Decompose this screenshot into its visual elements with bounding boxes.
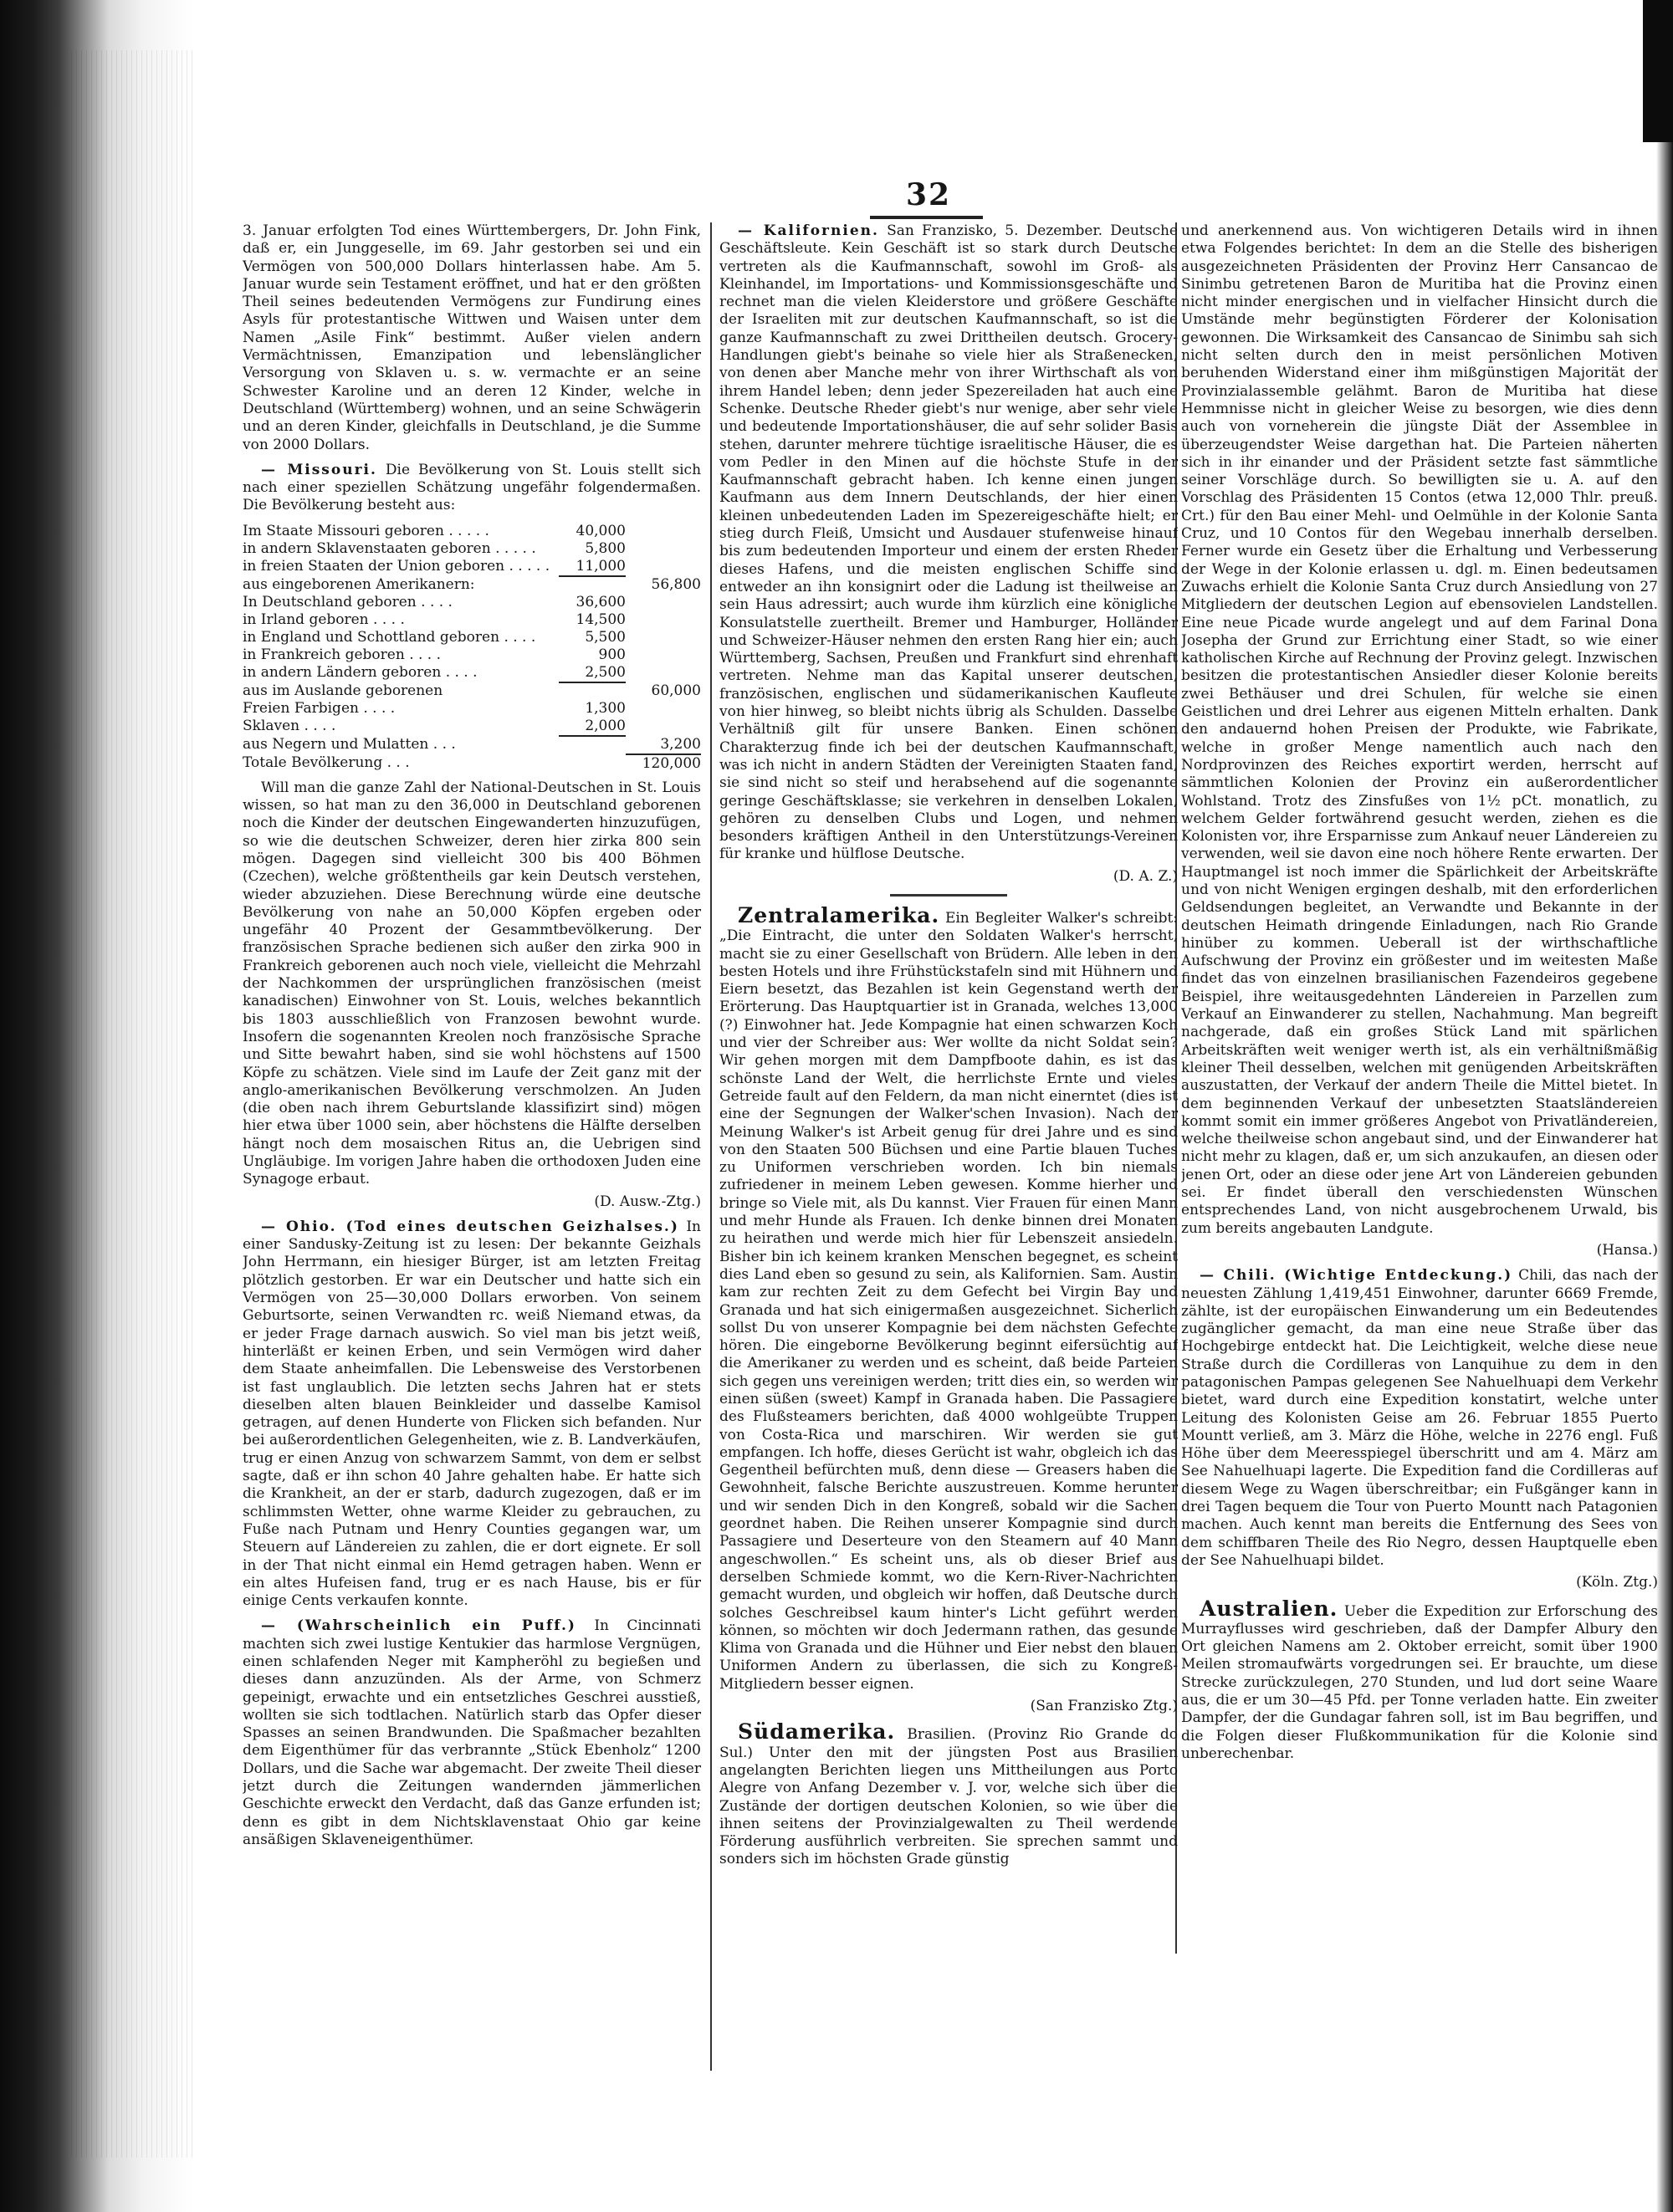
ohio-text: In einer Sandusky-Zeitung ist zu lesen: Der bekannte Geizhals John Herrmann, ein hiesiger Bürger, ist am letzten Freitag plötzlich gestorben. Er war ein Deutscher und hatte sich ein Vermögen von 25—30,000 Dollars erworben. Von seinem Geburtsorte, seinen Verwandten rc. weiß Niemand etwas, da er jeder Frage darnach auswich. So viel man bis jetzt weiß, hinterläßt er keinen Erben, und sein Vermögen wird daher dem Staate anheimfallen. Die Lebensweise des Verstorbenen ist fast unglaublich. Die letzten sechs Jahren hat er stets dieselben alten blauen Beinkleider und dasselbe Kamisol getragen, auf denen Hunderte von Flicken sich befanden. Nur bei außerordentlichen Gelegenheiten, wie z. B. Landverkäufen, trug er einen Anzug von schwarzem Sammt, von dem er selbst sagte, daß er ihn schon 40 Jahre gehalten habe. Er hatte sich die Krankheit, an der er starb, dadurch zugezogen, daß er im schlimmsten Wetter, ohne warme Kleider zu gebrauchen, zu Fuße nach Putnam und Henry Counties gegangen war, um Steuern auf Ländereien zu zahlen, die er dort eignete. Er soll in der That nicht einmal ein Hemd getragen haben. Wenn er ein altes Hufeisen fand, trug er es nach Hause, bis er für einige Cents verkaufen konnte.: [243, 1218, 701, 1610]
table-subtotal-value: 3,200: [626, 736, 701, 754]
page-number: 32: [905, 177, 952, 212]
table-row: [243, 754, 701, 773]
page-stack-lines: [71, 50, 192, 2158]
table-total-label: Totale Bevölkerung . . .: [243, 754, 410, 771]
table-cell-value: 1,300: [585, 699, 626, 717]
table-cell-value: 2,500: [559, 664, 626, 682]
table-cell-value: 900: [598, 646, 626, 663]
australien-text: Ueber die Expedition zur Erforschung des Murrayflusses wird geschrieben, daß der Dampfer Albury den Ort gleichen Namens am 2. Oktober erreicht, somit über 1900 Meilen stromaufwärts vorgedrungen sei. Er brauchte, um diese Strecke zurückzulegen, 270 Stunden, und lud dort seine Waare aus, die er um 30—45 Pfd. per Tonne verladen hatte. Ein zweiter Dampfer, der die Gundagar fahren soll, ist im Bau begriffen, und die Folgen dieser Flußkommunikation für die Kolonie sind unberechenbar.: [1181, 1602, 1658, 1762]
kalifornien-article: [719, 222, 1178, 864]
puff-text: In Cincinnati machten sich zwei lustige Kentukier das harmlose Vergnügen, einen schlafenden Neger mit Kampheröhl zu begießen und dieses dann anzuzünden. Als der Arme, von Schmerz gepeinigt, erwachte und ein entsetzliches Geschrei ausstieß, wollten sie sich todtlachen. Natürlich starb das Opfer dieser Spasses an seinen Brandwunden. Die Spaßmacher bezahlten dem Eigenthümer für das verbrannte „Stück Ebenholz“ 1200 Dollars, und die Sache war abgemacht. Der zweite Theil dieser jetzt durch die Zeitungen wandernden jämmerlichen Geschichte erweckt den Verdacht, daß das Ganze erfunden ist; denn es gibt in dem Nichtsklavenstaat Ohio gar keine ansäßigen Sklaveneigenthümer.: [243, 1617, 701, 1848]
missouri-intro-text: Die Bevölkerung von St. Louis stellt sich nach einer speziellen Schätzung ungefähr folgendermaßen. Die Bevölkerung besteht aus:: [243, 461, 701, 514]
zentralamerika-headline: Zentralamerika.: [738, 902, 940, 927]
table-cell-label: in England und Schottland geboren . . . .: [243, 628, 536, 646]
table-subtotal-label: aus Negern und Mulatten . . .: [243, 735, 456, 753]
table-row: [243, 576, 701, 594]
missouri-article: [243, 462, 701, 515]
table-cell-label: Freien Farbigen . . . .: [243, 699, 396, 717]
page-number-rule: [870, 216, 983, 219]
table-row: [243, 682, 701, 700]
table-row: [243, 540, 701, 558]
suedamerika-article: [719, 1719, 1178, 1868]
australien-headline: Australien.: [1200, 1596, 1338, 1621]
source-citation: (Hansa.): [1596, 1241, 1658, 1259]
source-citation: (D. Ausw.-Ztg.): [594, 1193, 701, 1210]
population-table: [243, 523, 701, 773]
table-cell-value: 5,800: [585, 539, 626, 557]
zentralamerika-article: [719, 902, 1178, 1693]
zentralamerika-text: Ein Begleiter Walker's schreibt: „Die Eintracht, die unter den Soldaten Walker's herrscht, macht sie zu einer Gesellschaft von Brüdern. Alle leben in den besten Hotels und ihre Frühstückstafeln sind mit Hühnern und Eiern besetzt, das Bezahlen ist kein Gegenstand werth der Erörterung. Das Hauptquartier ist in Granada, welches 13,000 (?) Einwohner hat. Jede Kompagnie hat einen schwarzen Koch und vier der Schreiber aus: Wer wollte da nicht Soldat sein? Wir gehen morgen mit dem Dampfboote dahin, es ist das schönste Land der Welt, die herrlichste Ernte und vieles Getreide fault auf den Feldern, da man nicht einerntet (dies ist eine der Segnungen der Walker'schen Invasion). Nach der Meinung Walker's ist Arbeit genug für drei Jahre und es sind von den Staaten 500 Büchsen und eine Partie blauen Tuches zu Uniformen verschrieben worden. Ich bin niemals zufriedener in meinem Leben gewesen. Komme hierher und bringe so Viele mit, als Du kannst. Vier Frauen für einen Mann und mehr Hunde als Frauen. Ich denke binnen drei Monaten zu heirathen und werde mich hier für Lebenszeit ansiedeln. Bisher bin ich keinem kranken Menschen begegnet, es scheint dies Land eben so gesund zu sein, als Kalifornien. Sam. Austin kam zur rechten Zeit zu dem Gefecht bei Virgin Bay und Granada und hat sich einigermaßen ausgezeichnet. Sicherlich sollst Du von unserer Kompagnie bei dem nächsten Gefechte hören. Die eingeborne Bevölkerung beginnt eifersüchtig auf die Amerikaner zu werden und es scheint, daß beide Parteien sich gegen uns vereinigen werden; tritt dies ein, so werden wir einen süßen (sweet) Kampf in Granada haben. Die Passagiere des Flußsteamers berichten, daß 4000 wohlgeübte Truppen von Costa-Rica und marschiren. Wir werden sie gut empfangen. Ich hoffe, dieses Gerücht ist wahr, obgleich ich das Gegentheil befürchten muß, denn diese — Greasers haben die Gewohnheit, falsche Berichte auszustreuen. Komme herunter und wir senden Dich in den Kongreß, sobald wir die Sachen geordnet haben. Die Reihen unserer Kompagnie sind durch Passagiere und Deserteure von den Steamern auf 40 Mann angeschwollen.“ Es scheint uns, als ob dieser Brief aus derselben Schmiede kommt, wo die Kern-River-Nachrichten gemacht wurden, und obgleich wir hoffen, daß Deutsche durch solches Geschreibsel kaum hinter's Licht geführt werden können, so möchten wir doch Jedermann rathen, das gesunde Klima von Granada und die Hühner und Eier nebst den blauen Uniformen Andern zu überlassen, die sich zu Kongreß-Mitgliedern besser eignen.: [719, 909, 1178, 1693]
book-spine-edge: [0, 0, 192, 2212]
kalifornien-lead: — Kalifornien.: [738, 222, 879, 239]
table-row: [243, 594, 701, 611]
right-dark-corner: [1643, 0, 1673, 142]
puff-lead: — (Wahrscheinlich ein Puff.): [261, 1617, 576, 1635]
table-row: [243, 629, 701, 646]
ohio-article: [243, 1218, 701, 1611]
section-separator: [890, 894, 1007, 897]
australien-article: [1181, 1596, 1658, 1764]
table-cell-value: 40,000: [576, 522, 626, 539]
table-row: [243, 611, 701, 629]
ohio-lead: — Ohio. (Tod eines deutschen Geizhalses.): [261, 1218, 679, 1235]
suedamerika-text: Brasilien. (Provinz Rio Grande do Sul.) Unter den mit der jüngsten Post aus Brasilien angelangten Berichten liegen uns Mittheilungen aus Porto Alegre von Anfang Dezember v. J. vor, welche sich über die Zustände der dortigen deutschen Kolonien, so wie über die ihnen seitens der Provinzialgewalten zu Theil werdende Förderung ausführlich verbreiten. Sie sprechen sammt und sonders sich im höchsten Grade günstig: [719, 1726, 1178, 1868]
source-citation: (Köln. Ztg.): [1576, 1574, 1658, 1591]
fink-article-continuation: 3. Januar erfolgten Tod eines Württembergers, Dr. John Fink, daß er, ein Junggeselle, im 69. Jahr gestorben sei und ein Vermögen von 500,000 Dollars hinterlassen habe. Am 5. Januar wurde sein Testament eröffnet, und hat er den größten Theil seines bedeutenden Vermögens zur Fundirung eines Asyls für protestantische Wittwen und Waisen unter dem Namen „Asile Fink“ bestimmt. Außer vielen andern Vermächtnissen, Emanzipation und lebenslänglicher Versorgung von Sklaven u. s. w. vermachte er an seine Schwester Karoline und an deren 12 Kinder, welche in Deutschland (Württemberg) wohnen, und an seine Schwägerin und an deren Kinder, gleichfalls in Deutschland, je die Summe von 2000 Dollars.: [243, 222, 701, 453]
column-divider-1: [710, 222, 712, 2071]
table-cell-label: in freien Staaten der Union geboren . . . . .: [243, 557, 550, 575]
table-cell-label: in andern Sklavenstaaten geboren . . . . .: [243, 539, 536, 557]
table-subtotal-value: 56,800: [651, 575, 701, 593]
table-row: [243, 718, 701, 736]
column-1: [243, 222, 701, 2104]
missouri-article-body: Will man die ganze Zahl der National-Deutschen in St. Louis wissen, so hat man zu den 36,000 in Deutschland geborenen noch die Kinder der deutschen Eingewanderten hinzuzufügen, so wie die deutschen Schweizer, deren hier zirka 800 sein mögen. Dagegen sind vielleicht 300 bis 400 Böhmen (Czechen), welche größtentheils gar kein Deutsch verstehen, wieder abzuziehen. Diese Berechnung würde eine deutsche Bevölkerung von nahe an 50,000 Köpfen ergeben oder ungefähr 40 Prozent der Gesammtbevölkerung. Der französischen Sprache bedienen sich außer den zirka 900 in Frankreich geborenen auch noch viele, vielleicht die Mehrzahl der Nachkommen der ursprünglichen französischen (meist kanadischen) Einwohner von St. Louis, welches bekanntlich bis 1803 ausschließlich von Franzosen bewohnt wurde. Insofern die sogenannten Kreolen noch französische Sprache und Sitte bewahrt haben, sind sie wohl höchstens auf 1500 Köpfe zu schätzen. Viele sind im Laufe der Zeit ganz mit der anglo-amerikanischen Bevölkerung verschmolzen. An Juden (die oben nach ihrem Geburtslande klassifizirt sind) mögen hier etwa über 1000 sein, aber höchstens die Hälfte derselben hängt noch dem mosaischen Ritus an, die Uebrigen sind Ungläubige. Im vorigen Jahre haben die orthodoxen Juden eine Synagoge erbaut.: [243, 779, 701, 1188]
suedamerika-headline: Südamerika.: [738, 1719, 896, 1745]
table-cell-value: 5,500: [585, 628, 626, 646]
table-cell-label: Im Staate Missouri geboren . . . . .: [243, 522, 489, 539]
kalifornien-text: San Franzisko, 5. Dezember. Deutsche Geschäftsleute. Kein Geschäft ist so stark durch Deutsche vertreten als die Kaufmannschaft, sowohl im Groß- als Kleinhandel, im Importations- und Kommissionsgeschäfte und rechnet man die vielen Kleiderstore und größere Geschäfte der Israeliten mit zur deutschen Kaufmannschaft, so ist die ganze Kaufmannschaft zu zwei Drittheilen deutsch. Grocery-Handlungen giebt's beinahe so viele hier als Straßenecken, von denen aber Manche mehr von ihrer Wirthschaft als von ihrem Handel leben; denn jeder Spezereiladen hat auch eine Schenke. Deutsche Rheder giebt's nur wenige, aber sehr viele und bedeutende Importationshäuser, die auf sehr solider Basis stehen, darunter mehrere tüchtige israelitische Häuser, die es vom Pedler in den Minen auf die höchste Stufe in der Kaufmannschaft gebracht haben. Ich kenne einen jungen Kaufmann aus dem Innern Deutschlands, der hier einen kleinen unbedeutenden Laden im Spezereigeschäfte hielt; er stieg durch Fleiß, Umsicht und Ausdauer stufenweise hinauf bis zum bedeutenden Importeur und einem der ersten Rheder dieses Hafens, und die meisten englischen Schiffe sind entweder an ihn konsignirt oder die Ladung ist theilweise an sein Haus adressirt; auch wurde ihm kürzlich eine königliche Konsulatstelle zuertheilt. Bremer und Hamburger, Holländer und Schweizer-Häuser nehmen den ersten Rang hier ein; auch Württemberg, Sachsen, Preußen und Frankfurt sind ehrenhaft vertreten. Nehme man das Kapital unserer deutschen, französischen, englischen und südamerikanischen Kaufleute von hier hinweg, so bleibt nichts übrig als Schulden. Dasselbe Verhältniß gilt für unsere Banken. Einen schönen Charakterzug finde ich bei der deutschen Kaufmannschaft, was ich nicht in andern Städten der Vereinigten Staaten fand, sie sind nicht so steif und herabsehend auf die sogenannte geringe Geschäftsklasse; sie verkehren in denselben Lokalen, gehören zu denselben Clubs und Logen, und nehmen besonders kräftigen Antheil in den Unterstützungs-Vereinen für kranke und hülflose Deutsche.: [719, 222, 1178, 863]
table-cell-label: in andern Ländern geboren . . . .: [243, 663, 478, 681]
column-3: [1181, 222, 1658, 1995]
table-row: [243, 523, 701, 540]
table-cell-label: In Deutschland geboren . . . .: [243, 593, 453, 610]
chili-text: Chili, das nach der neuesten Zählung 1,419,451 Einwohner, darunter 6669 Fremde, zählte, ist der europäischen Einwanderung um ein Bedeutendes zugänglicher gemacht, da man eine neue Straße über das Hochgebirge entdeckt hat. Die Leichtigkeit, welche diese neue Straße durch die Cordilleras von Lanquihue zu dem in den patagonischen Pampas gelegenen See Nahuelhuapi dem Verkehr bietet, ward durch eine Expedition konstatirt, welche unter Leitung des Kolonisten Geise am 26. Februar 1855 Puerto Mountt verließ, am 3. März die Höhe, welche in 2276 engl. Fuß Höhe über dem Meeresspiegel überschritt und am 4. März am See Nahuelhuapi lagerte. Die Expedition fand die Cordilleras auf diesem Wege zu Wagen überschreitbar; ein Fußgänger kann in drei Tagen bequem die Tour von Puerto Mountt nach Patagonien machen. Auch kennt man bereits die Entfernung des Sees von dem schiffbaren Theile des Rio Negro, dessen Hauptquelle eben der See Nahuelhuapi bildet.: [1181, 1267, 1658, 1569]
table-cell-label: Sklaven . . . .: [243, 717, 336, 734]
table-total-value: 120,000: [642, 754, 701, 772]
table-row: [243, 736, 701, 754]
table-row: [243, 700, 701, 718]
table-subtotal-label: aus im Auslande geborenen: [243, 682, 443, 699]
table-cell-value: 2,000: [559, 718, 626, 736]
table-row: [243, 646, 701, 664]
table-cell-label: in Irland geboren . . . .: [243, 610, 405, 628]
table-cell-value: 36,600: [576, 593, 626, 610]
table-cell-value: 14,500: [576, 610, 626, 628]
source-citation: (D. A. Z.): [1113, 867, 1178, 885]
table-row: [243, 558, 701, 576]
missouri-lead: — Missouri.: [261, 461, 377, 478]
table-cell-label: in Frankreich geboren . . . .: [243, 646, 442, 663]
right-page-edge: [1656, 0, 1673, 2212]
table-subtotal-value: 60,000: [651, 682, 701, 699]
chili-lead: — Chili. (Wichtige Entdeckung.): [1200, 1267, 1513, 1285]
table-row: [243, 664, 701, 682]
chili-article: [1181, 1267, 1658, 1570]
table-cell-value: 11,000: [559, 558, 626, 576]
table-subtotal-label: aus eingeborenen Amerikanern:: [243, 575, 475, 593]
source-citation: (San Franzisko Ztg.): [1030, 1698, 1178, 1715]
puff-article: [243, 1617, 701, 1849]
brazil-article-continuation: und anerkennend aus. Von wichtigeren Details wird in ihnen etwa Folgendes berichtet: In dem an die Stelle des bisherigen ausgezeichneten Präsidenten der Provinz Herr Cansancao de Sinimbu getretenen Baron de Muritiba hat die Provinz einen nicht minder energischen und in vielfacher Hinsicht durch die Umstände mehr begünstigten Förderer der Kolonisation gewonnen. Die Wirksamkeit des Cansancao de Sinimbu sah sich nicht selten durch den in meist persönlichen Motiven beruhenden Widerstand einer ihm mißgünstigen Majorität der Provinzialassemble gelähmt. Baron de Muritiba hat diese Hemmnisse nicht in gleicher Weise zu besorgen, wie dies denn auch von vorneherein die jüngste Diät der Assemblee in überzeugendster Weise dargethan hat. Die Parteien näherten sich in ihr einander und der Präsident setzte fast sämmtliche seiner Vorschläge durch. So bewilligten sie u. A. auf den Vorschlag des Präsidenten 15 Contos (etwa 12,000 Thlr. preuß. Crt.) für den Bau einer Mehl- und Oelmühle in der Kolonie Santa Cruz, und 10 Contos für den Wegebau innerhalb derselben. Ferner wurde ein Gesetz über die Erhaltung und Verbesserung der Wege in der Kolonie erlassen u. dgl. m. Einen bedeutsamen Zuwachs erhielt die Kolonie Santa Cruz durch Ansiedlung von 27 Mitgliedern der deutschen Legion auf ebensovielen Landstellen. Eine neue Picade wurde angelegt und auf dem Farinal Dona Josepha der Grund zur Errichtung einer Stadt, so wie einer katholischen Kirche auf Rechnung der Provinz gelegt. Inzwischen besitzen die protestantischen Ansiedler dieser Kolonie bereits zwei Bethäuser und drei Schulen, für welche sie einen Geistlichen und drei Lehrer aus eigenen Mitteln erhalten. Dank den andauernd hohen Preisen der Produkte, wie Fabrikate, welche in großer Menge namentlich auch nach den Nordprovinzen des Reiches exportirt werden, herrscht auf sämmtlichen Kolonien der Provinz ein außerordentlicher Wohlstand. Trotz des Zinsfußes von 1½ pCt. monatlich, zu welchem Gelder fortwährend gesucht werden, ziehen es die Kolonisten vor, ihre Ersparnisse zum Ankauf neuer Ländereien zu verwenden, weil sie davon eine noch höhere Rente erwarten. Der Hauptmangel ist noch immer die Spärlichkeit der Arbeitskräfte und von nicht Wenigen ergingen deshalb, mit den erforderlichen Geldsendungen begleitet, an Verwandte und Bekannte in der deutschen Heimath dringende Einladungen, nach Rio Grande hinüber zu kommen. Ueberall ist der wirthschaftliche Aufschwung der Provinz ein größester und im weitesten Maße findet das von einzelnen brasilianischen Fazendeiros gegebene Beispiel, ihre weitausgedehnten Ländereien in Parzellen zum Verkauf an Einwanderer zu stellen, Nachahmung. Man begreift nachgerade, daß ein großes Stück Land mit spärlichen Arbeitskräften weit weniger werth ist, als ein verhältnißmäßig kleiner Theil desselben, welchen mit genügenden Arbeitskräften auszustatten, der Verkauf der andern Theile die Mittel bietet. In dem beginnenden Verkauf der unbesetzten Staatsländereien kommt somit ein immer größeres Angebot von Privatländereien, welche theilweise schon angebaut sind, und der Einwanderer hat nicht mehr zu klagen, daß er, um sich anzukaufen, an diesen oder jenen Ort, oder an diese oder jene Art von Ländereien gebunden sei. Er findet überall den verschiedensten Wünschen entsprechendes Land, von nicht ausgebrochenem Urwald, bis zum bereits angebauten Landgute.: [1181, 222, 1658, 1237]
column-2: [719, 222, 1178, 2104]
